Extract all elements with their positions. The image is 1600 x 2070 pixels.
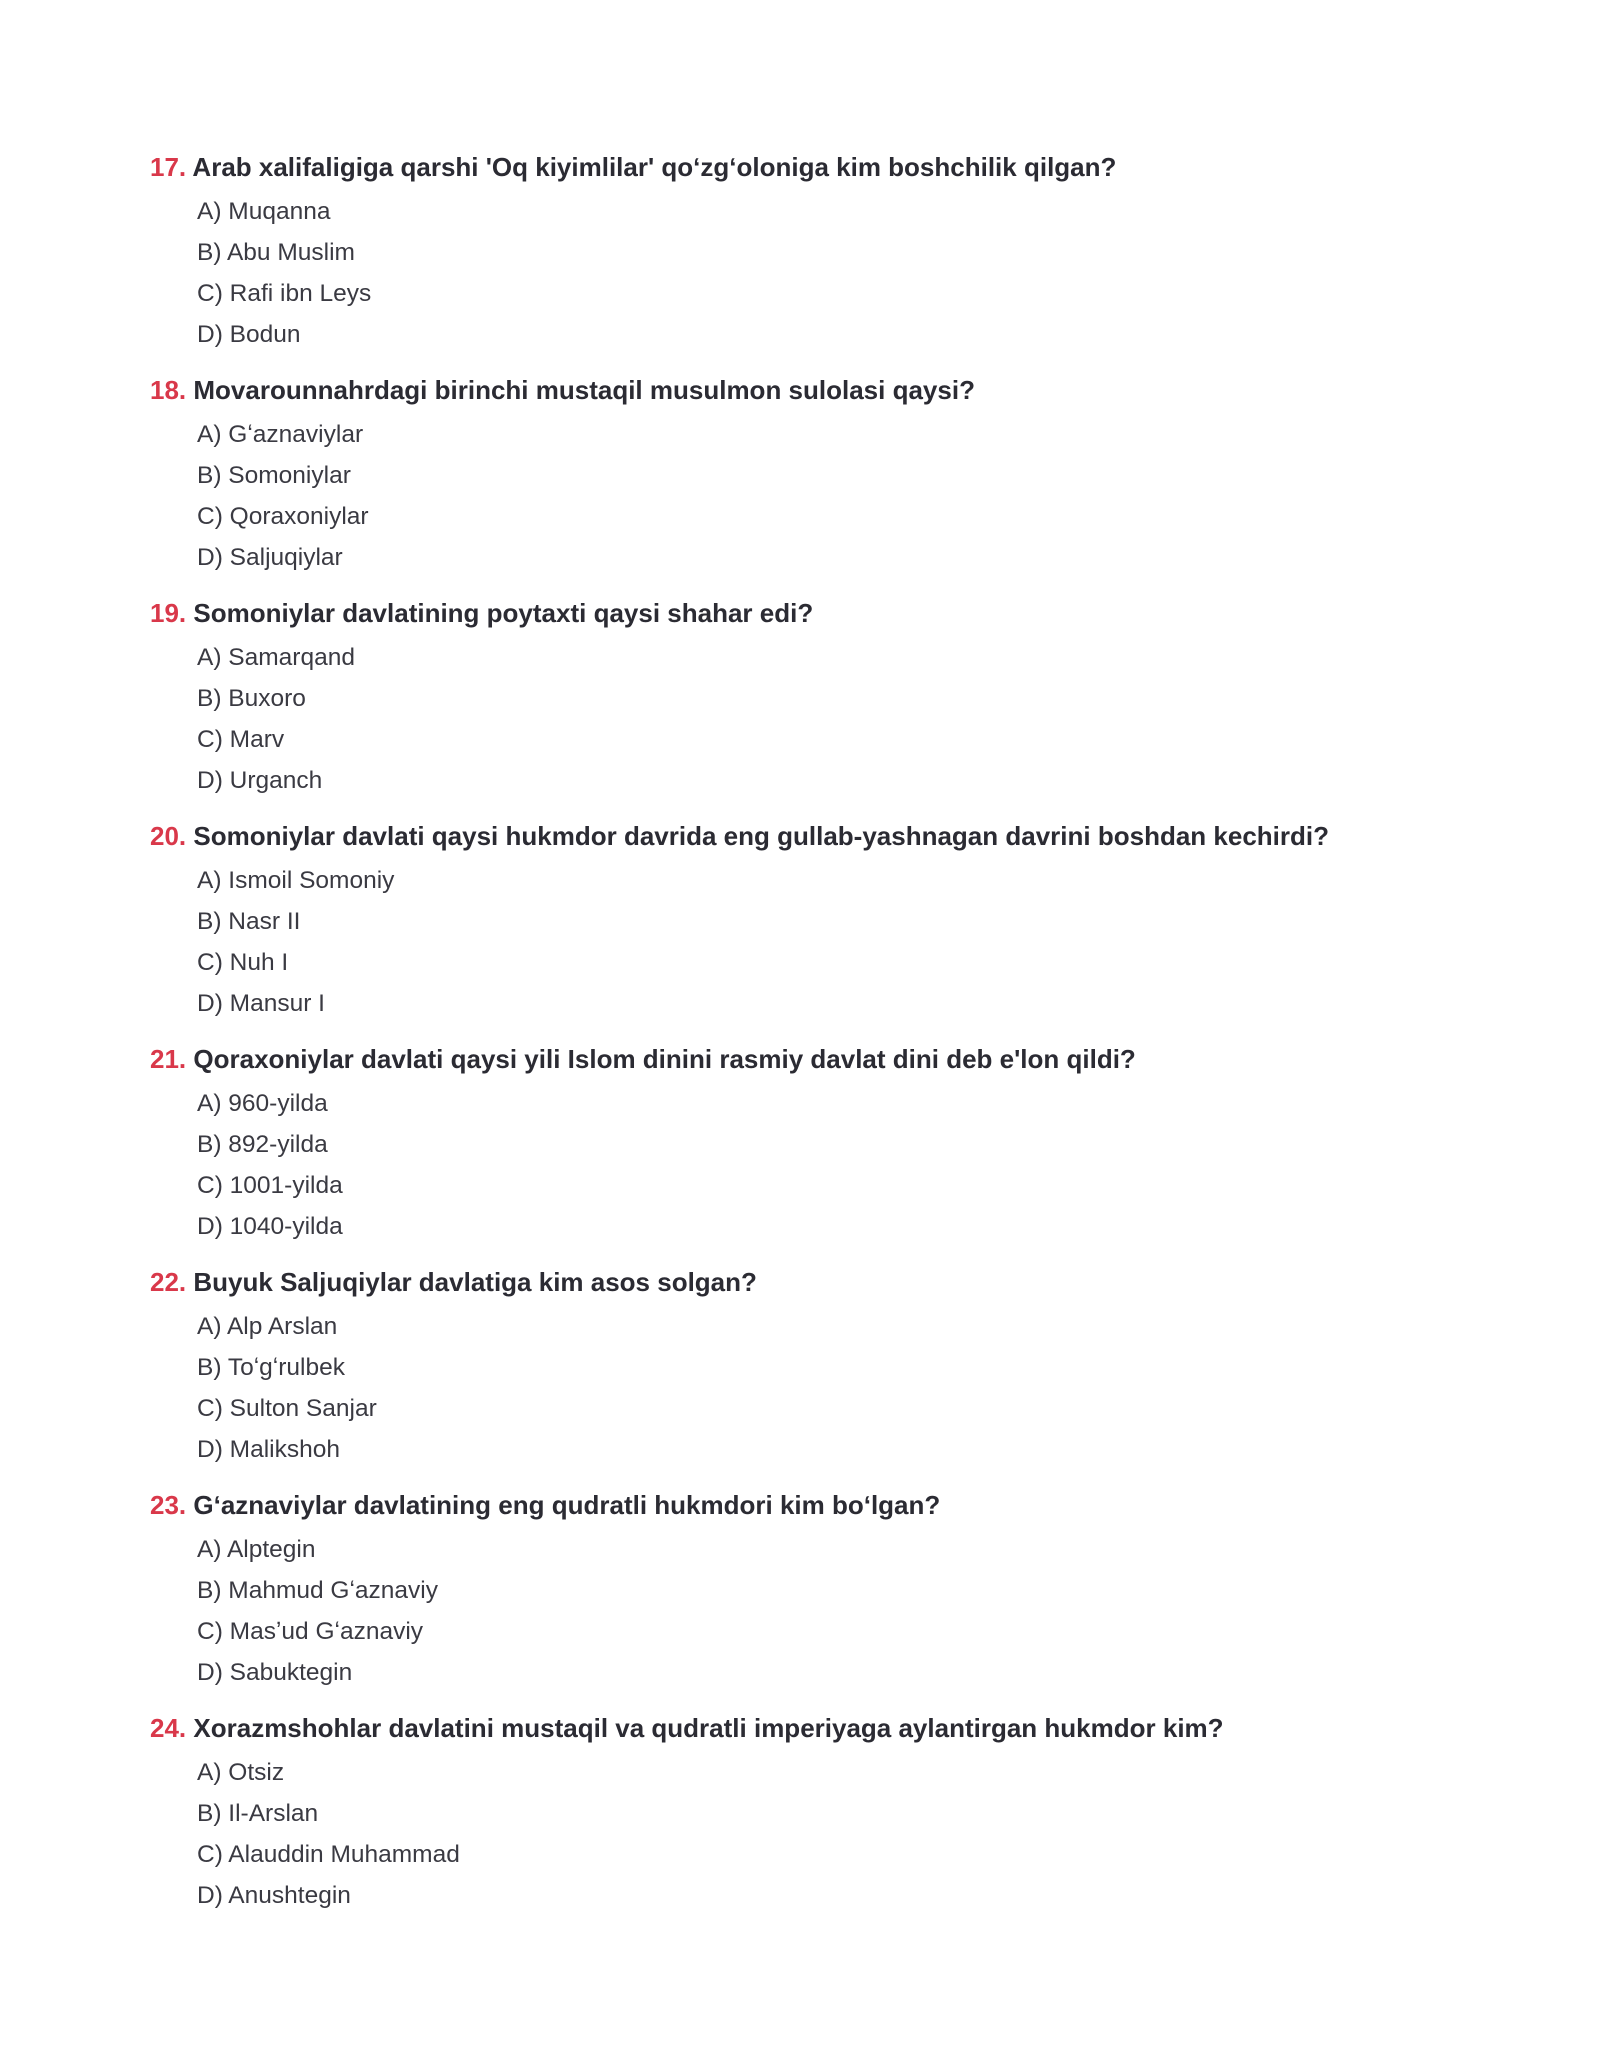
answer-option: C) Rafi ibn Leys (197, 280, 372, 307)
question-number: 17. (150, 152, 187, 182)
answer-option: B) Mahmud Gʻaznaviy (197, 1577, 439, 1604)
answer-option: C) Masʼud Gʻaznaviy (197, 1618, 424, 1645)
answer-option: D) Bodun (197, 321, 301, 348)
answer-option: D) Malikshoh (197, 1436, 340, 1463)
answer-options (197, 637, 1530, 801)
question-number: 21. (150, 1044, 187, 1074)
question-text: Qoraxoniylar davlati qaysi yili Islom dinini rasmiy davlat dini deb e'lon qildi? (193, 1044, 1136, 1074)
answer-options (197, 1083, 1530, 1247)
answer-option: C) Marv (197, 726, 285, 753)
question-block (150, 1039, 1530, 1247)
question-block (150, 593, 1530, 801)
question-number: 23. (150, 1490, 187, 1520)
question-number: 19. (150, 598, 187, 628)
question-heading (150, 147, 1530, 187)
question-text: Buyuk Saljuqiylar davlatiga kim asos solgan? (193, 1267, 757, 1297)
answer-options (197, 191, 1530, 355)
answer-option: D) Sabuktegin (197, 1659, 353, 1686)
question-text: Somoniylar davlatining poytaxti qaysi shahar edi? (193, 598, 814, 628)
question-number: 18. (150, 375, 187, 405)
answer-option: B) 892-yilda (197, 1131, 328, 1158)
question-heading (150, 1485, 1530, 1525)
answer-option: A) Otsiz (197, 1759, 285, 1786)
question-block (150, 1708, 1530, 1916)
answer-option: B) Il-Arslan (197, 1800, 319, 1827)
answer-option: C) Nuh I (197, 949, 289, 976)
answer-option: C) Alauddin Muhammad (197, 1841, 460, 1868)
answer-option: B) Nasr II (197, 908, 301, 935)
answer-option: A) Muqanna (197, 198, 331, 225)
answer-options (197, 414, 1530, 578)
question-block (150, 1485, 1530, 1693)
answer-option: B) Somoniylar (197, 462, 351, 489)
question-block (150, 816, 1530, 1024)
answer-option: D) 1040-yilda (197, 1213, 343, 1240)
answer-option: A) 960-yilda (197, 1090, 328, 1117)
question-heading (150, 816, 1530, 856)
question-block (150, 1262, 1530, 1470)
answer-option: B) Toʻgʻrulbek (197, 1354, 345, 1381)
question-text: Arab xalifaligiga qarshi 'Oq kiyimlilar' qoʻzgʻoloniga kim boshchilik qilgan? (192, 152, 1117, 182)
question-heading (150, 1262, 1530, 1302)
answer-option: D) Urganch (197, 767, 323, 794)
answer-option: B) Abu Muslim (197, 239, 355, 266)
question-number: 24. (150, 1713, 187, 1743)
answer-option: D) Saljuqiylar (197, 544, 343, 571)
question-heading (150, 370, 1530, 410)
answer-options (197, 1752, 1530, 1916)
answer-option: A) Samarqand (197, 644, 355, 671)
question-heading (150, 1039, 1530, 1079)
question-text: Movarounnahrdagi birinchi mustaqil musulmon sulolasi qaysi? (193, 375, 975, 405)
question-text: Somoniylar davlati qaysi hukmdor davrida eng gullab-yashnagan davrini boshdan kechirdi? (193, 821, 1329, 851)
answer-options (197, 1306, 1530, 1470)
question-number: 22. (150, 1267, 187, 1297)
answer-options (197, 860, 1530, 1024)
answer-option: B) Buxoro (197, 685, 306, 712)
answer-option: A) Gʻaznaviylar (197, 421, 364, 448)
answer-options (197, 1529, 1530, 1693)
question-text: Xorazmshohlar davlatini mustaqil va qudratli imperiyaga aylantirgan hukmdor kim? (193, 1713, 1224, 1743)
question-block (150, 370, 1530, 578)
answer-option: A) Ismoil Somoniy (197, 867, 395, 894)
answer-option: D) Anushtegin (197, 1882, 351, 1909)
question-heading (150, 593, 1530, 633)
answer-option: C) Sulton Sanjar (197, 1395, 377, 1422)
question-number: 20. (150, 821, 187, 851)
answer-option: C) Qoraxoniylar (197, 503, 369, 530)
answer-option: D) Mansur I (197, 990, 325, 1017)
answer-option: A) Alptegin (197, 1536, 316, 1563)
question-heading (150, 1708, 1530, 1748)
question-block (150, 147, 1530, 355)
answer-option: C) 1001-yilda (197, 1172, 343, 1199)
answer-option: A) Alp Arslan (197, 1313, 338, 1340)
question-text: Gʻaznaviylar davlatining eng qudratli hukmdori kim boʻlgan? (193, 1490, 941, 1520)
